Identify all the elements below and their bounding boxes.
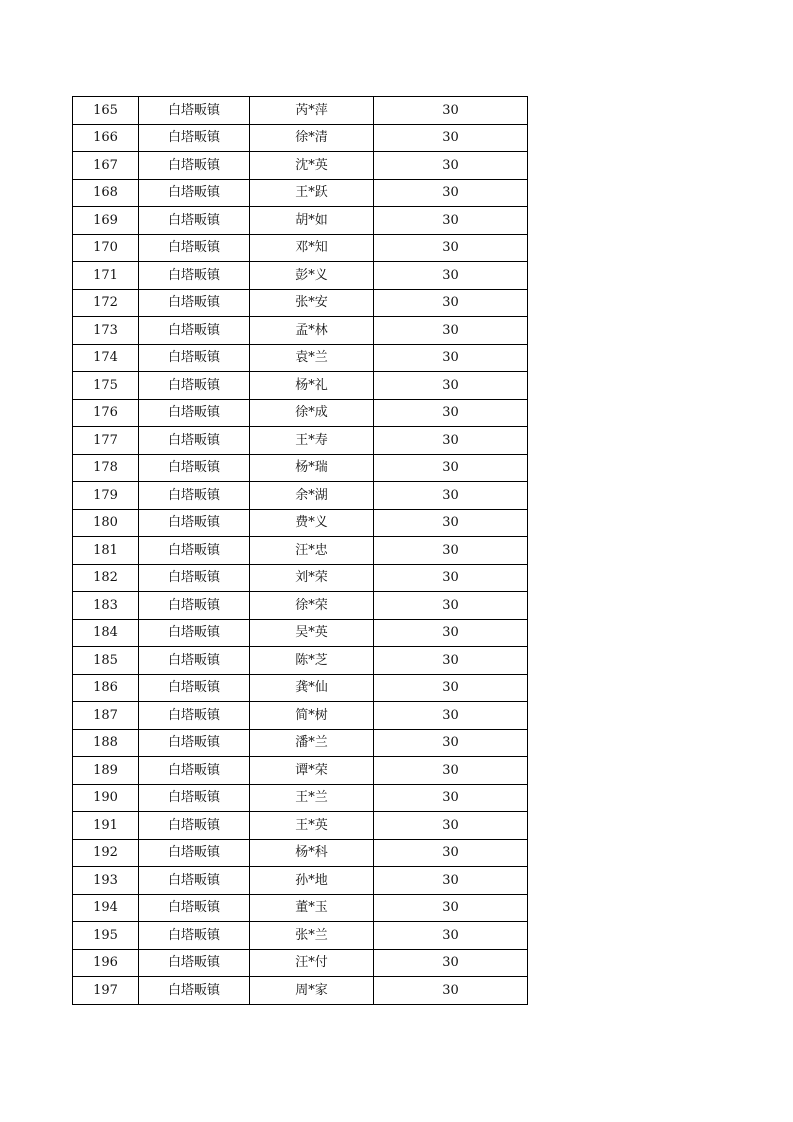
township-cell: 白塔畈镇 (139, 812, 250, 840)
row-number-cell: 172 (73, 289, 139, 317)
amount-cell: 30 (374, 812, 528, 840)
township-cell: 白塔畈镇 (139, 482, 250, 510)
township-cell: 白塔畈镇 (139, 977, 250, 1005)
person-name-cell: 汪*忠 (250, 537, 374, 565)
row-number-cell: 193 (73, 867, 139, 895)
amount-cell: 30 (374, 757, 528, 785)
township-cell: 白塔畈镇 (139, 894, 250, 922)
amount-cell: 30 (374, 949, 528, 977)
row-number-cell: 176 (73, 399, 139, 427)
township-cell: 白塔畈镇 (139, 454, 250, 482)
township-cell: 白塔畈镇 (139, 344, 250, 372)
amount-cell: 30 (374, 592, 528, 620)
person-name-cell: 彭*义 (250, 262, 374, 290)
table-row (73, 152, 528, 180)
row-number-cell: 168 (73, 179, 139, 207)
amount-cell: 30 (374, 262, 528, 290)
row-number-cell: 192 (73, 839, 139, 867)
person-name-cell: 杨*礼 (250, 372, 374, 400)
person-name-cell: 袁*兰 (250, 344, 374, 372)
township-cell: 白塔畈镇 (139, 592, 250, 620)
person-name-cell: 董*玉 (250, 894, 374, 922)
amount-cell: 30 (374, 839, 528, 867)
row-number-cell: 166 (73, 124, 139, 152)
table-row (73, 922, 528, 950)
roster-table (72, 96, 528, 1005)
person-name-cell: 王*寿 (250, 427, 374, 455)
person-name-cell: 陈*芝 (250, 647, 374, 675)
person-name-cell: 潘*兰 (250, 729, 374, 757)
table-row (73, 647, 528, 675)
row-number-cell: 195 (73, 922, 139, 950)
township-cell: 白塔畈镇 (139, 922, 250, 950)
person-name-cell: 张*安 (250, 289, 374, 317)
row-number-cell: 188 (73, 729, 139, 757)
row-number-cell: 197 (73, 977, 139, 1005)
row-number-cell: 186 (73, 674, 139, 702)
row-number-cell: 183 (73, 592, 139, 620)
amount-cell: 30 (374, 674, 528, 702)
person-name-cell: 王*英 (250, 812, 374, 840)
table-row (73, 894, 528, 922)
township-cell: 白塔畈镇 (139, 262, 250, 290)
person-name-cell: 徐*荣 (250, 592, 374, 620)
table-row (73, 949, 528, 977)
amount-cell: 30 (374, 399, 528, 427)
person-name-cell: 杨*科 (250, 839, 374, 867)
person-name-cell: 简*树 (250, 702, 374, 730)
person-name-cell: 费*义 (250, 509, 374, 537)
table-row (73, 592, 528, 620)
person-name-cell: 徐*成 (250, 399, 374, 427)
township-cell: 白塔畈镇 (139, 949, 250, 977)
row-number-cell: 171 (73, 262, 139, 290)
amount-cell: 30 (374, 894, 528, 922)
row-number-cell: 165 (73, 97, 139, 125)
row-number-cell: 191 (73, 812, 139, 840)
amount-cell: 30 (374, 702, 528, 730)
amount-cell: 30 (374, 427, 528, 455)
table-row (73, 729, 528, 757)
amount-cell: 30 (374, 509, 528, 537)
row-number-cell: 173 (73, 317, 139, 345)
amount-cell: 30 (374, 867, 528, 895)
table-row (73, 482, 528, 510)
table-row (73, 839, 528, 867)
amount-cell: 30 (374, 564, 528, 592)
row-number-cell: 170 (73, 234, 139, 262)
township-cell: 白塔畈镇 (139, 124, 250, 152)
row-number-cell: 175 (73, 372, 139, 400)
row-number-cell: 182 (73, 564, 139, 592)
table-row (73, 537, 528, 565)
table-row (73, 399, 528, 427)
person-name-cell: 张*兰 (250, 922, 374, 950)
table-row (73, 564, 528, 592)
table-row (73, 784, 528, 812)
township-cell: 白塔畈镇 (139, 674, 250, 702)
row-number-cell: 190 (73, 784, 139, 812)
amount-cell: 30 (374, 234, 528, 262)
table-row (73, 674, 528, 702)
row-number-cell: 187 (73, 702, 139, 730)
table-row (73, 619, 528, 647)
township-cell: 白塔畈镇 (139, 564, 250, 592)
person-name-cell: 王*跃 (250, 179, 374, 207)
amount-cell: 30 (374, 152, 528, 180)
amount-cell: 30 (374, 537, 528, 565)
table-row (73, 207, 528, 235)
amount-cell: 30 (374, 619, 528, 647)
table-row (73, 509, 528, 537)
amount-cell: 30 (374, 454, 528, 482)
table-row (73, 234, 528, 262)
table-row (73, 124, 528, 152)
person-name-cell: 刘*荣 (250, 564, 374, 592)
roster-table-body (73, 97, 528, 1005)
township-cell: 白塔畈镇 (139, 784, 250, 812)
row-number-cell: 196 (73, 949, 139, 977)
amount-cell: 30 (374, 97, 528, 125)
table-row (73, 812, 528, 840)
table-row (73, 289, 528, 317)
table-row (73, 454, 528, 482)
amount-cell: 30 (374, 482, 528, 510)
person-name-cell: 邓*知 (250, 234, 374, 262)
row-number-cell: 194 (73, 894, 139, 922)
amount-cell: 30 (374, 207, 528, 235)
amount-cell: 30 (374, 647, 528, 675)
amount-cell: 30 (374, 372, 528, 400)
person-name-cell: 周*家 (250, 977, 374, 1005)
row-number-cell: 169 (73, 207, 139, 235)
row-number-cell: 189 (73, 757, 139, 785)
person-name-cell: 谭*荣 (250, 757, 374, 785)
amount-cell: 30 (374, 124, 528, 152)
row-number-cell: 180 (73, 509, 139, 537)
township-cell: 白塔畈镇 (139, 702, 250, 730)
person-name-cell: 汪*付 (250, 949, 374, 977)
table-row (73, 179, 528, 207)
township-cell: 白塔畈镇 (139, 97, 250, 125)
township-cell: 白塔畈镇 (139, 289, 250, 317)
township-cell: 白塔畈镇 (139, 372, 250, 400)
table-row (73, 757, 528, 785)
table-row (73, 262, 528, 290)
row-number-cell: 177 (73, 427, 139, 455)
township-cell: 白塔畈镇 (139, 647, 250, 675)
row-number-cell: 184 (73, 619, 139, 647)
person-name-cell: 龚*仙 (250, 674, 374, 702)
row-number-cell: 181 (73, 537, 139, 565)
amount-cell: 30 (374, 922, 528, 950)
amount-cell: 30 (374, 179, 528, 207)
person-name-cell: 徐*清 (250, 124, 374, 152)
person-name-cell: 王*兰 (250, 784, 374, 812)
person-name-cell: 孙*地 (250, 867, 374, 895)
township-cell: 白塔畈镇 (139, 207, 250, 235)
table-row (73, 317, 528, 345)
township-cell: 白塔畈镇 (139, 509, 250, 537)
person-name-cell: 芮*萍 (250, 97, 374, 125)
person-name-cell: 余*湖 (250, 482, 374, 510)
row-number-cell: 185 (73, 647, 139, 675)
township-cell: 白塔畈镇 (139, 152, 250, 180)
amount-cell: 30 (374, 289, 528, 317)
amount-cell: 30 (374, 317, 528, 345)
township-cell: 白塔畈镇 (139, 537, 250, 565)
township-cell: 白塔畈镇 (139, 399, 250, 427)
table-row (73, 977, 528, 1005)
row-number-cell: 174 (73, 344, 139, 372)
township-cell: 白塔畈镇 (139, 427, 250, 455)
township-cell: 白塔畈镇 (139, 839, 250, 867)
table-row (73, 427, 528, 455)
person-name-cell: 孟*林 (250, 317, 374, 345)
amount-cell: 30 (374, 784, 528, 812)
row-number-cell: 167 (73, 152, 139, 180)
table-row (73, 702, 528, 730)
township-cell: 白塔畈镇 (139, 867, 250, 895)
township-cell: 白塔畈镇 (139, 179, 250, 207)
township-cell: 白塔畈镇 (139, 757, 250, 785)
township-cell: 白塔畈镇 (139, 234, 250, 262)
person-name-cell: 吴*英 (250, 619, 374, 647)
table-row (73, 372, 528, 400)
township-cell: 白塔畈镇 (139, 317, 250, 345)
person-name-cell: 杨*瑞 (250, 454, 374, 482)
amount-cell: 30 (374, 344, 528, 372)
table-row (73, 344, 528, 372)
table-row (73, 97, 528, 125)
person-name-cell: 胡*如 (250, 207, 374, 235)
amount-cell: 30 (374, 729, 528, 757)
row-number-cell: 178 (73, 454, 139, 482)
amount-cell: 30 (374, 977, 528, 1005)
table-row (73, 867, 528, 895)
person-name-cell: 沈*英 (250, 152, 374, 180)
document-page (72, 96, 527, 1005)
row-number-cell: 179 (73, 482, 139, 510)
township-cell: 白塔畈镇 (139, 729, 250, 757)
township-cell: 白塔畈镇 (139, 619, 250, 647)
